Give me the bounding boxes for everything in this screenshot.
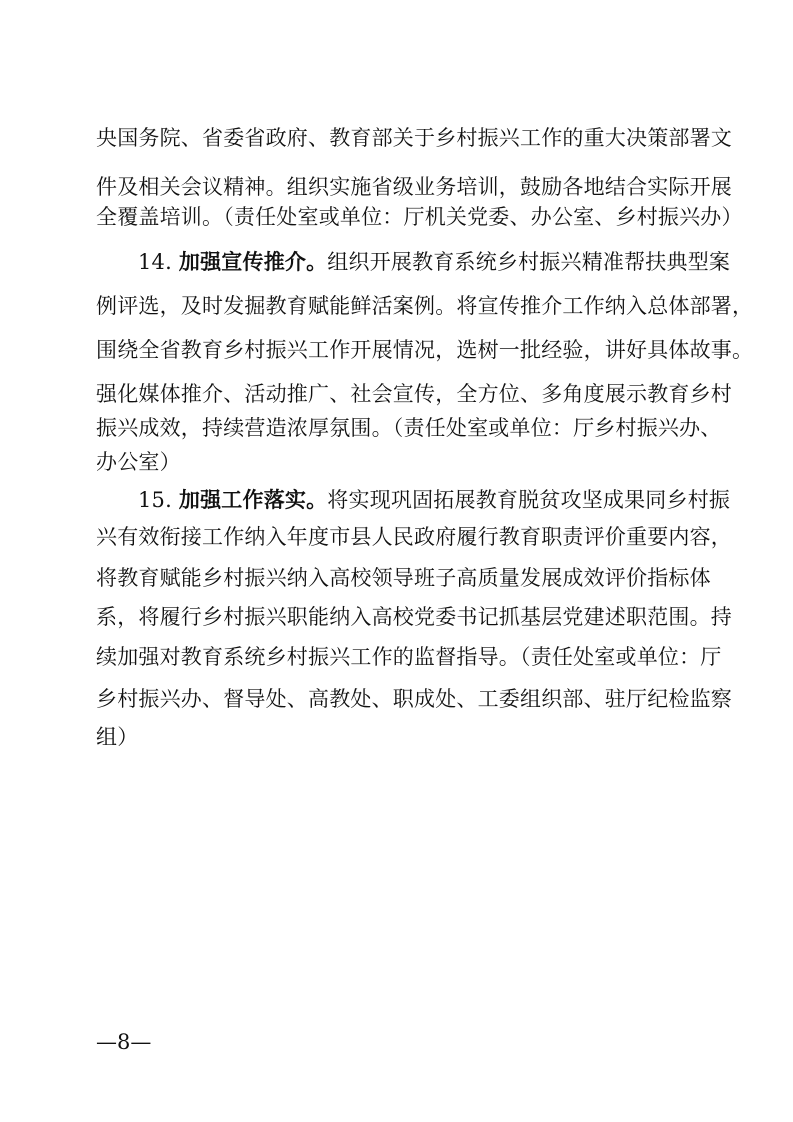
page-number: —8— — [96, 1030, 152, 1054]
item-number: 15. — [138, 488, 172, 512]
paragraph-line: 系，将履行乡村振兴职能纳入高校党委书记抓基层党建述职范围。持 — [96, 605, 732, 629]
paragraph-line: 振兴成效，持续营造浓厚氛围。（责任处室或单位：厅乡村振兴办、 — [96, 416, 722, 440]
paragraph-line: 全覆盖培训。（责任处室或单位：厅机关党委、办公室、乡村振兴办） — [96, 205, 743, 229]
item-heading: 加强宣传推介。 — [178, 249, 328, 274]
item-text: 将实现巩固拓展教育脱贫攻坚成果同乡村振 — [327, 488, 731, 512]
item-text: 组织开展教育系统乡村振兴精准帮扶典型案 — [327, 250, 731, 274]
paragraph-line: 续加强对教育系统乡村振兴工作的监督指导。（责任处室或单位：厅 — [96, 645, 722, 669]
paragraph-line: 围绕全省教育乡村振兴工作开展情况，选树一批经验，讲好具体故事。 — [96, 338, 754, 362]
paragraph-line: 兴有效衔接工作纳入年度市县人民政府履行教育职责评价重要内容， — [96, 525, 732, 549]
paragraph-line: 将教育赋能乡村振兴纳入高校领导班子高质量发展成效评价指标体 — [96, 566, 711, 590]
paragraph-line: 办公室） — [96, 450, 181, 474]
item-15-first-line — [138, 486, 730, 514]
paragraph-line: 例评选，及时发掘教育赋能鲜活案例。将宣传推介工作纳入总体部署， — [96, 294, 754, 318]
paragraph-line: 乡村振兴办、督导处、高教处、职成处、工委组织部、驻厅纪检监察 — [96, 687, 732, 711]
paragraph-line: 央国务院、省委省政府、教育部关于乡村振兴工作的重大决策部署文 — [96, 126, 732, 150]
item-14-first-line — [138, 248, 730, 276]
paragraph-line: 件及相关会议精神。组织实施省级业务培训，鼓励各地结合实际开展 — [96, 175, 732, 199]
item-number: 14. — [138, 250, 172, 274]
paragraph-line: 强化媒体推介、活动推广、社会宣传，全方位、多角度展示教育乡村 — [96, 382, 732, 406]
paragraph-line: 组） — [96, 725, 139, 749]
item-heading: 加强工作落实。 — [178, 487, 328, 512]
